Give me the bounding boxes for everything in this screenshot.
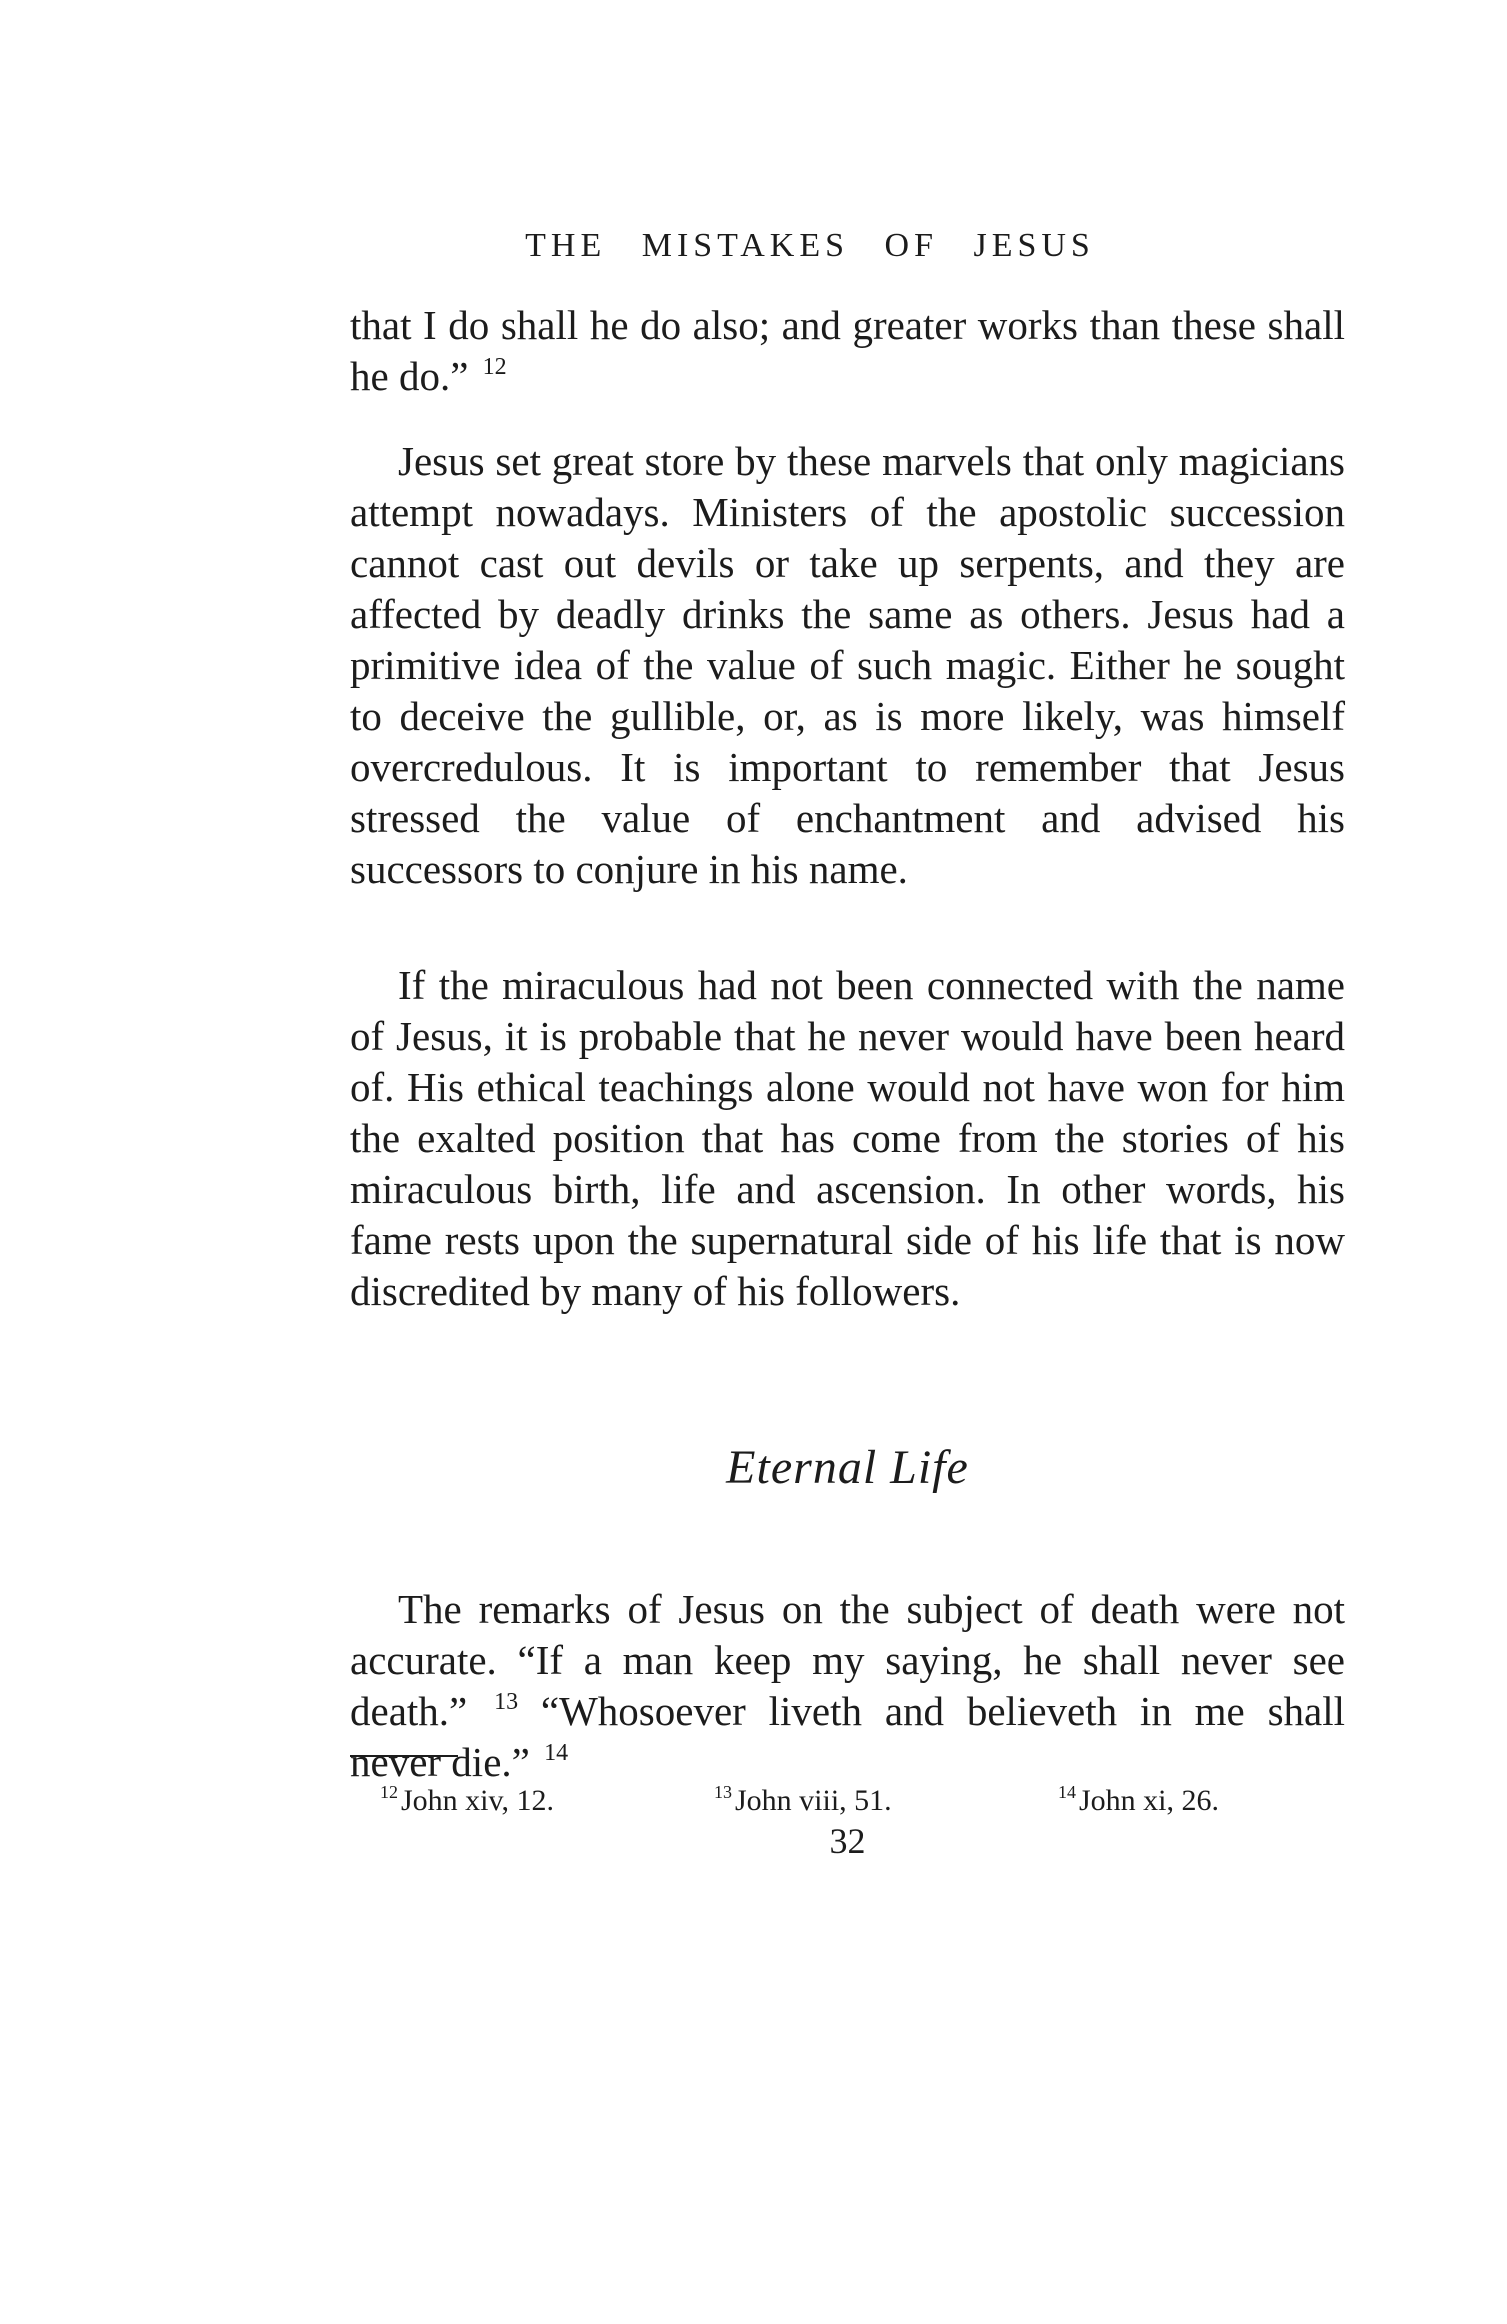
footnote-mark: 14	[1058, 1782, 1076, 1802]
footnote	[714, 1772, 892, 1821]
footnote	[380, 1772, 554, 1821]
paragraph-text: The remarks of Jesus on the subject of death were not accurate. “If a man keep my saying, he shall never see death.”	[350, 1586, 1345, 1734]
footnote-ref: 13	[494, 1689, 519, 1715]
footnote-text: John viii, 51.	[735, 1784, 892, 1817]
paragraph-continuation	[350, 300, 1345, 402]
paragraph-death	[350, 1584, 1345, 1788]
footnote-text: John xiv, 12.	[401, 1784, 555, 1817]
footnote-ref: 12	[482, 354, 507, 380]
footnote-divider	[350, 1755, 458, 1757]
paragraph-text: that I do shall he do also; and greater works than these shall he do.”	[350, 302, 1345, 399]
page-number: 32	[829, 1821, 866, 1861]
footnote-text: John xi, 26.	[1079, 1784, 1220, 1817]
footnote-mark: 13	[714, 1782, 732, 1802]
paragraph-text: “Whosoever liveth and believeth in me shall never die.”	[350, 1688, 1345, 1785]
paragraph-magic: Jesus set great store by these marvels that only magicians attempt nowadays. Ministers of the apostolic succession cannot cast out devils or take up serpents, and they are affected by deadly drinks the same as others. Jesus had a primitive idea of the value of such magic. Either he sought to deceive the gullible, or, as is more likely, was himself overcredulous. It is important to remember that Jesus stressed the value of enchantment and advised his successors to conjure in his name.	[350, 438, 1345, 892]
footnote-ref: 14	[544, 1740, 569, 1766]
footnote-mark: 12	[380, 1782, 398, 1802]
paragraph-miraculous: If the miraculous had not been connected with the name of Jesus, it is probable that he never would have been heard of. His ethical teachings alone would not have won for him the exalted position that has come from the stories of his miraculous birth, life and ascension. In other words, his fame rests upon the supernatural side of his life that is now discredited by many of his followers.	[350, 962, 1345, 1314]
section-heading: Eternal Life	[726, 1441, 969, 1494]
footnote	[1058, 1772, 1219, 1821]
running-head: THE MISTAKES OF JESUS	[525, 227, 1095, 264]
